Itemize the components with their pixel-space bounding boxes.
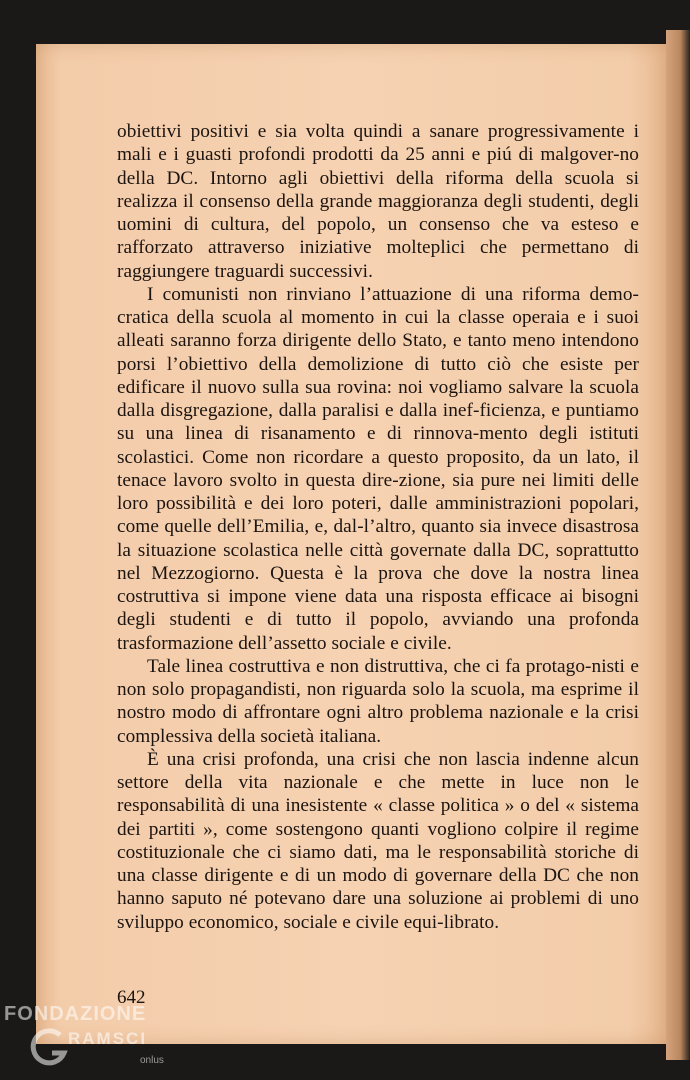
g-logo-icon <box>30 1025 70 1069</box>
watermark-line1: FONDAZIONE <box>4 1003 147 1025</box>
paragraph-3: Tale linea costruttiva e non distruttiva, che ci fa protago-nisti e non solo propagandisti, non riguarda solo la scuola, ma esprime il nostro modo di affrontare ogni altro problema nazionale e la crisi complessiva della società italiana. <box>117 655 639 747</box>
paragraph-1: obiettivi positivi e sia volta quindi a sanare progressivamente i mali e i guasti profondi prodotti da 25 anni e piú di malgover-no della DC. Intorno agli obiettivi della riforma della scuola si realizza il consenso della grande maggioranza degli studenti, degli uomini di cultura, del popolo, un consenso che va esteso e rafforzato attraverso iniziative molteplici che permettano di raggiungere traguardi successivi. <box>117 121 639 282</box>
page-number: 642 <box>117 987 146 1008</box>
page-edge <box>666 30 690 1060</box>
watermark-line3: onlus <box>140 1055 164 1066</box>
paragraph-2: I comunisti non rinviano l’attuazione di una riforma demo-cratica della scuola al momento in cui la classe operaia e i suoi alleati saranno forza dirigente dello Stato, e tanto meno intendono porsi l’obiettivo della demolizione di tutto ciò che esiste per edificare il nuovo sulla sua rovina: noi vogliamo salvare la scuola dalla disgregazione, dalla paralisi e dalla inef-ficienza, e puntiamo su una linea di risanamento e di rinnova-mento degli istituti scolastici. Come non ricordare a questo proposito, da un lato, il tenace lavoro svolto in questa dire-zione, sia pure nei limiti delle loro possibilità e dei loro poteri, dalle amministrazioni popolari, come quelle dell’Emilia, e, dal-l’altro, quanto sia invece disastrosa la situazione scolastica nelle città governate dalla DC, soprattutto nel Mezzogiorno. Questa è la prova che dove la nostra linea costruttiva si impone viene data una risposta efficace ai bisogni degli studenti e di tutto il popolo, avviando una profonda trasformazione dell’assetto sociale e civile. <box>117 283 639 654</box>
body-text <box>117 120 639 934</box>
watermark-logo <box>4 1003 204 1073</box>
paragraph-4: È una crisi profonda, una crisi che non lascia indenne alcun settore della vita nazionale e che mette in luce non le responsabilità di una inesistente « classe politica » o del « sistema dei partiti », come sostengono quanti vogliono colpire il regime costituzionale che ci siamo dati, ma le responsabilità storiche di una classe dirigente e di un modo di governare della DC che non hanno saputo né potevano dare una soluzione ai problemi di uno sviluppo economico, sociale e civile equi-librato. <box>117 748 639 933</box>
watermark-line2: RAMSCI <box>68 1029 148 1048</box>
